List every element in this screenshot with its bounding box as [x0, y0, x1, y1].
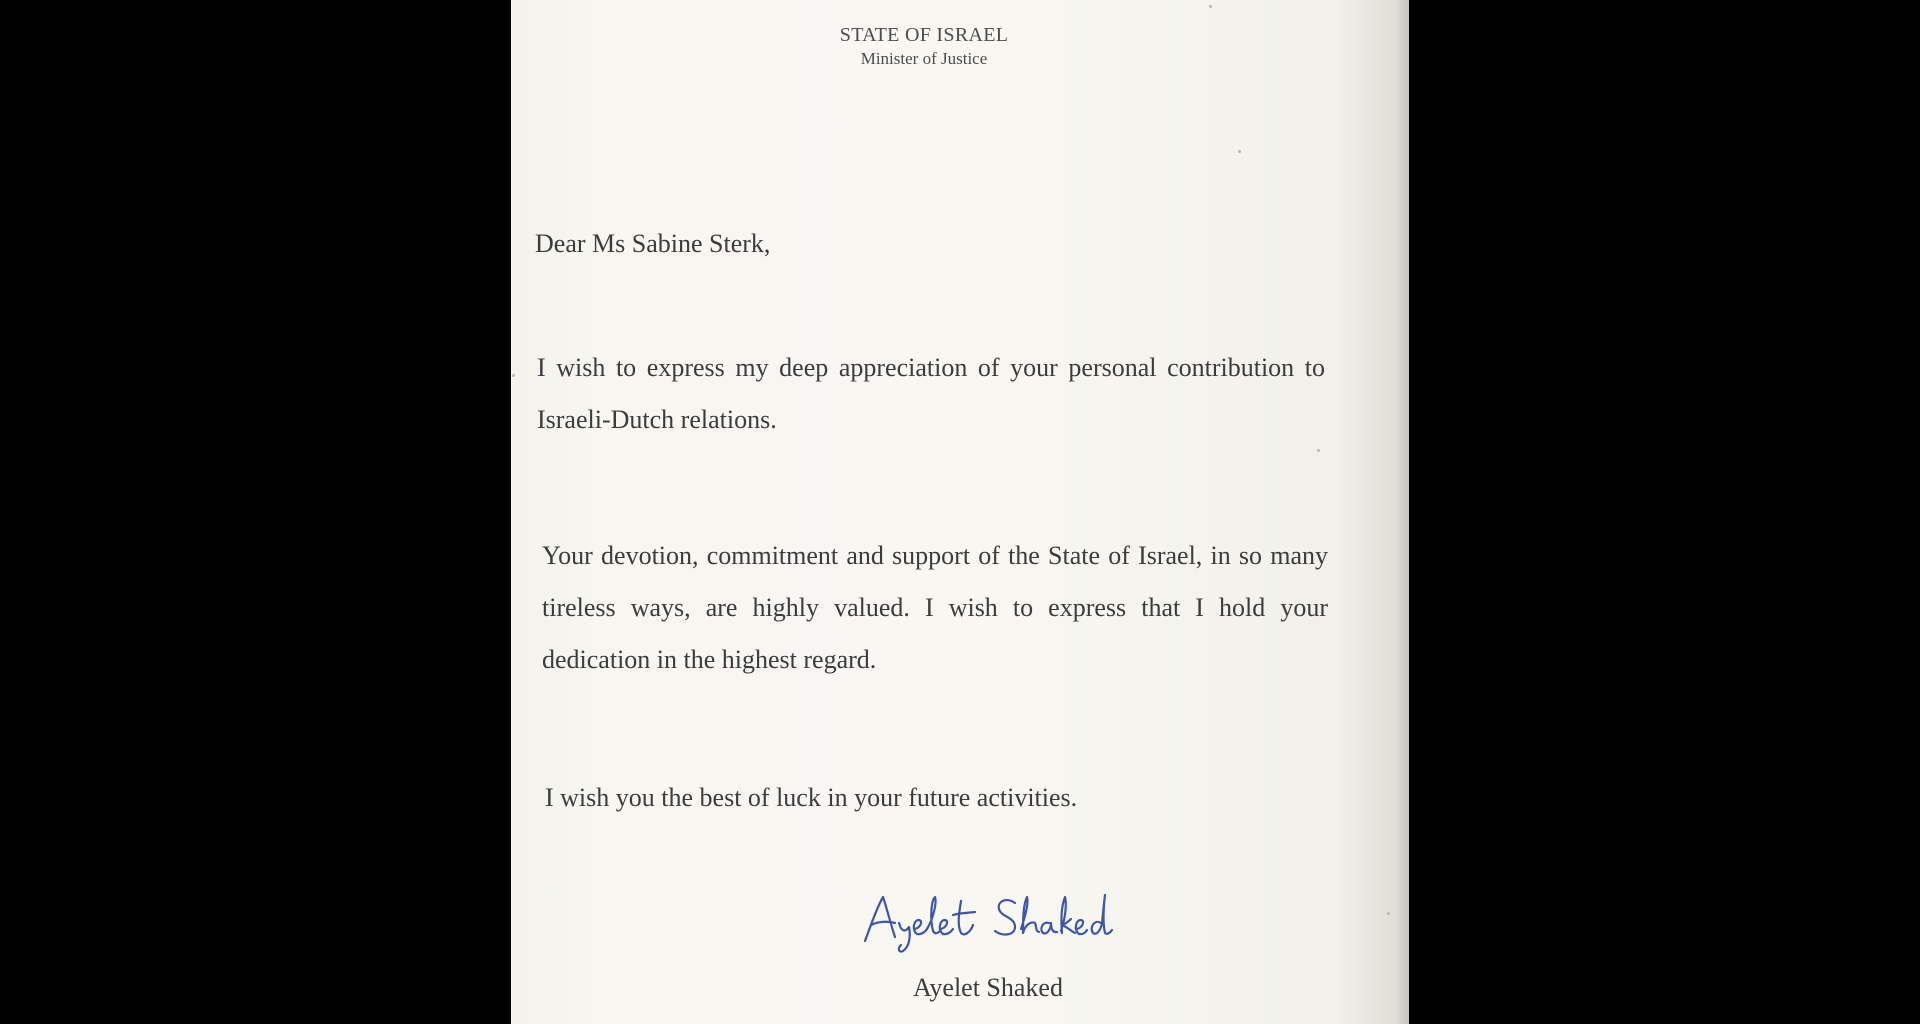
paper-speck	[1387, 912, 1390, 915]
letterhead-state: STATE OF ISRAEL	[839, 24, 1009, 46]
signer-name: Ayelet Shaked	[913, 973, 1063, 1002]
paragraph-3: I wish you the best of luck in your future activities.	[545, 783, 1078, 812]
paper-speck	[1209, 5, 1212, 8]
salutation: Dear Ms Sabine Sterk,	[535, 229, 771, 258]
handwritten-signature	[857, 885, 1117, 955]
paper-speck	[512, 374, 515, 377]
paper-speck	[1317, 449, 1320, 452]
letterhead	[511, 22, 1337, 70]
paper-speck	[1238, 150, 1241, 153]
paragraph-2: Your devotion, commitment and support of the State of Israel, in so many tireless ways, are highly valued. I wish to express that I hold your dedication in the highest regard.	[542, 541, 1328, 674]
paragraph-1: I wish to express my deep appreciation of your personal contribution to Israeli-Dutch relations.	[537, 353, 1325, 434]
letter-page	[511, 0, 1409, 1024]
letterhead-office: Minister of Justice	[860, 49, 988, 68]
